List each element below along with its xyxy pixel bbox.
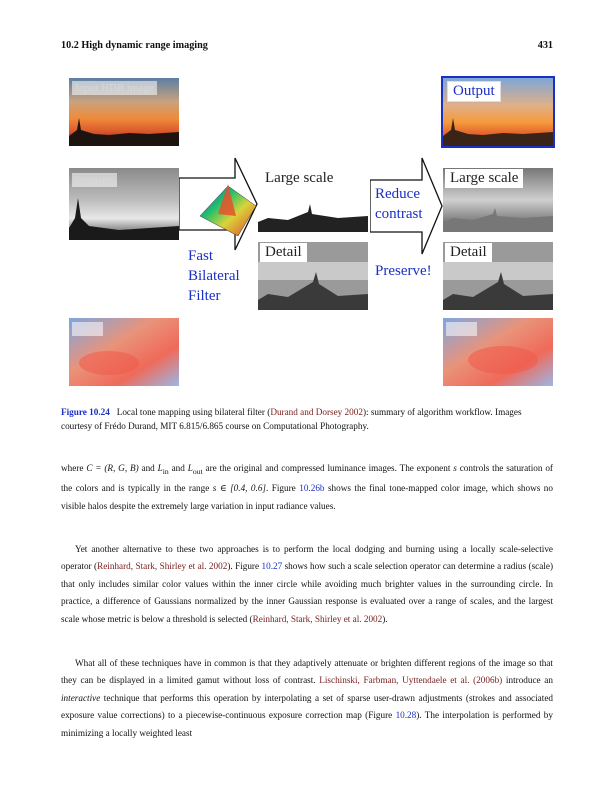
section-title: 10.2 High dynamic range imaging [61, 40, 208, 51]
figure-caption: Figure 10.24 Local tone mapping using bilateral filter (Durand and Dorsey 2002): summary of algorithm workflow. Images courtesy of Frédo Durand, MIT 6.815/6.865 course on Computational Photography. [61, 407, 522, 431]
color-output-image [443, 318, 553, 386]
detail-image [258, 242, 368, 310]
detail-preserved-label: Detail [445, 243, 492, 262]
large-scale-reduced-label: Large scale [445, 169, 523, 188]
paragraph-2: Yet another alternative to these two approaches is to perform the local dodging and burning using a locally scale-selective operator (Reinhard, Stark, Shirley et al. 2002). Figure 10.27 shows how such a scale selection operator can determine a radius (scale) that only includes similar color values within the inner circle while avoiding much brighter values in the surrounding circle. In practice, a difference of Gaussians normalized by the inner Gaussian response is evaluated over a range of scales, and the largest scale whose metric is below a threshold is selected (Reinhard, Stark, Shirley et al. 2002). [61, 544, 554, 624]
input-hdr-label: Input HDR image [72, 81, 157, 95]
figure-ref-link[interactable]: 10.27 [261, 561, 283, 572]
citation-link[interactable]: Durand and Dorsey 2002 [270, 407, 363, 417]
figure-ref-link[interactable]: 10.28 [395, 710, 417, 721]
citation-link[interactable]: Lischinski, Farbman, Uyttendaele et al. (2006b) [319, 675, 503, 686]
citation-link[interactable]: Reinhard, Stark, Shirley et al. 2002 [252, 613, 383, 624]
page-number: 431 [537, 40, 553, 51]
figure-ref-link[interactable]: 10.26b [299, 483, 325, 494]
running-header [61, 40, 553, 51]
reduce-contrast-text: Reduce contrast [375, 186, 423, 222]
output-image [443, 78, 553, 146]
bilateral-surface-plot [198, 176, 258, 240]
detail-label: Detail [260, 243, 307, 262]
figure-number: Figure 10.24 [61, 407, 110, 417]
input-hdr-image [69, 78, 179, 146]
paragraph-3: What all of these techniques have in common is that they adaptively attenuate or brighten different regions of the image so that they can be displayed in a limited gamut without loss of contrast. Lischinski, Farbman, Uyttendaele et al. (2006b) introduce an interactive technique that performs this operation by interpolating a set of sparse user-drawn adjustments (strokes and associated exposure value corrections) to a piecewise-continuous exposure correction map (Figure 10.28). The interpolation is performed by minimizing a locally weighted least [61, 658, 553, 738]
paragraph-1: where C = (R, G, B) and $L_{in}$ and $L_{out}$ are the original and compressed luminance images. The exponent s controls the saturation of the colors and is typically in the range s ∈ [0.4, 0.6]. Figure 10.26b shows the final tone-mapped color image, which shows no visible halos despite the extremely large variation in input radiance values. [61, 463, 553, 511]
intensity-image [69, 168, 179, 240]
preserve-text: Preserve! [375, 263, 432, 279]
output-label: Output [447, 81, 501, 102]
intensity-label: Intensity [72, 173, 117, 187]
color-right-label: Color [446, 322, 477, 336]
large-scale-label: Large scale [260, 169, 338, 188]
detail-preserved-image [443, 242, 553, 310]
fast-bilateral-filter-text: Fast Bilateral Filter [188, 248, 240, 304]
large-scale-image [258, 168, 368, 232]
color-image [69, 318, 179, 386]
large-scale-reduced-image [443, 168, 553, 232]
color-left-label: Color [72, 322, 103, 336]
citation-link[interactable]: Reinhard, Stark, Shirley et al. 2002 [97, 561, 228, 572]
